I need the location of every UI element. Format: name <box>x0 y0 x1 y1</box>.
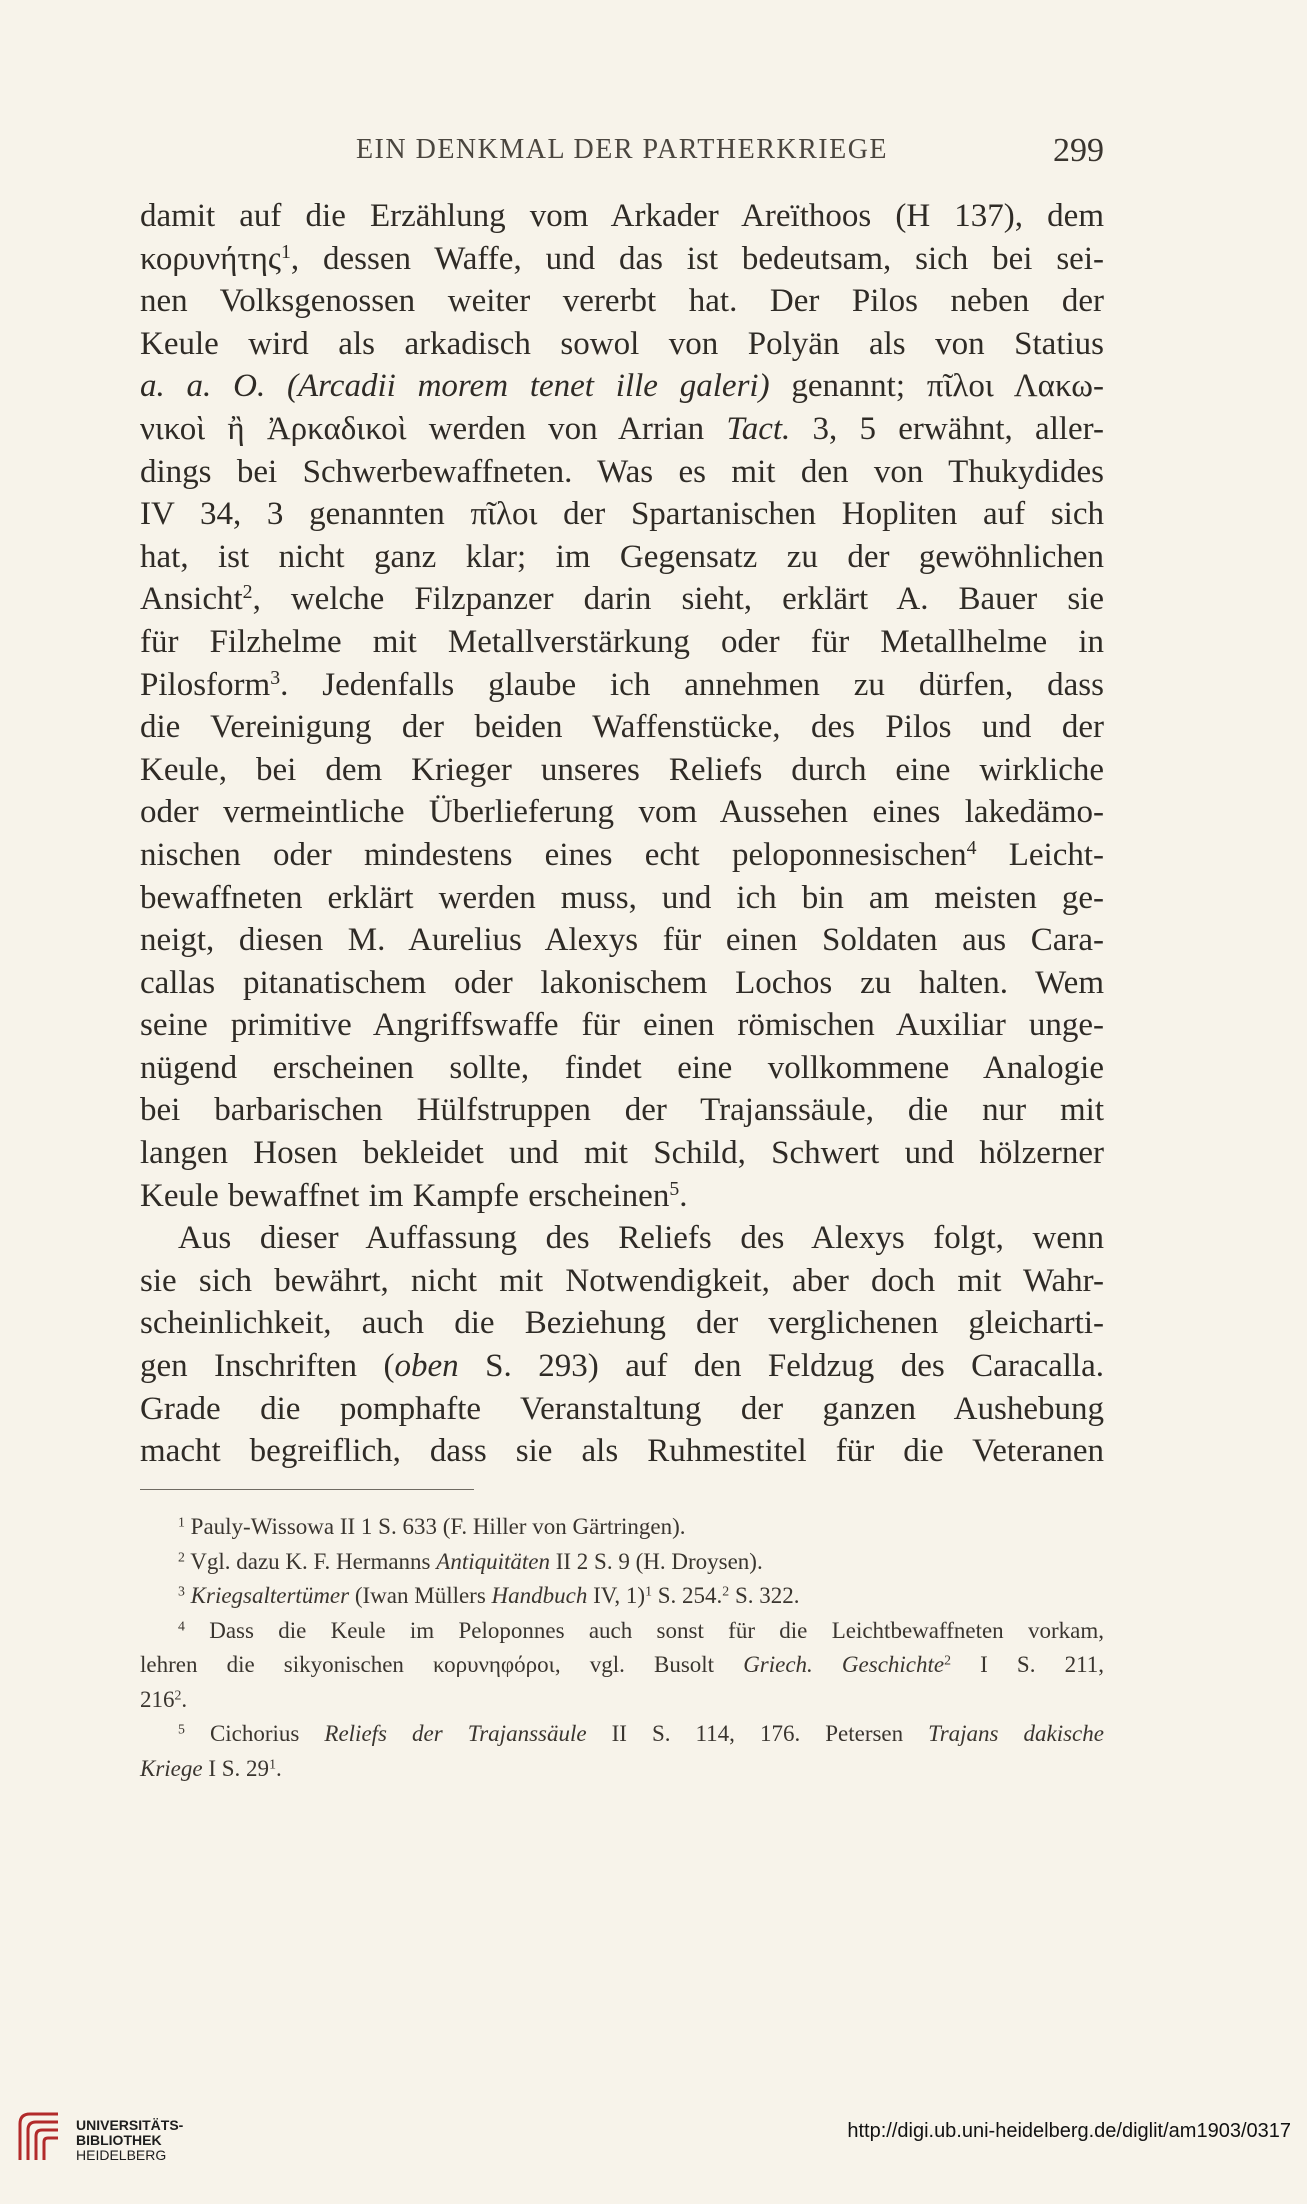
footnote-3: $^3$ Kriegsaltertümer (Iwan Müllers Handbuch IV, 1)$^1$ S. 254.$^2$ S. 322. <box>178 1583 800 1608</box>
footnote-2: $^2$ Vgl. dazu K. F. Hermanns Antiquitäten II 2 S. 9 (H. Droysen). <box>178 1548 763 1574</box>
text-line: νικοὶ ἢ Ἀρκαδικοὶ werden von Arrian Tact. 3, 5 erwähnt, aller- <box>140 410 1105 447</box>
footnotes <box>140 1510 1104 1786</box>
text-line: oder vermeintliche Überlieferung vom Aussehen eines lakedämo- <box>140 794 1104 831</box>
text-line: Keule bewaffnet im Kampfe erscheinen$^5$. <box>140 1177 688 1214</box>
page-number: 299 <box>1053 132 1104 169</box>
text-line: macht begreiflich, dass sie als Ruhmestitel für die Veteranen <box>140 1433 1104 1470</box>
footnote-5-end: Kriege I S. $29^1$. <box>140 1755 282 1781</box>
footnote-1: $^1$ Pauly-Wissowa II 1 S. 633 (F. Hiller von Gärtringen). <box>178 1514 686 1539</box>
page-header <box>140 134 1104 174</box>
text-line: nügend erscheinen sollte, findet eine vollkommene Analogie <box>140 1049 1104 1086</box>
footnote-4: $^4$ Dass die Keule im Peloponnes auch sonst für die Leichtbewaffneten vorkam, <box>178 1617 1104 1643</box>
text-line: nischen oder mindestens eines echt peloponnesischen$^4$ Leicht- <box>140 836 1104 873</box>
text-line: Aus dieser Auffassung des Reliefs des Alexys folgt, wenn <box>178 1220 1104 1257</box>
footnote-5: $^5$ Cichorius Reliefs der Trajanssäule II S. 114, 176. Petersen Trajans dakische <box>178 1721 1104 1746</box>
text-line: die Vereinigung der beiden Waffenstücke, des Pilos und der <box>140 709 1104 746</box>
text-line: Pilosform$^3$. Jedenfalls glaube ich annehmen zu dürfen, dass <box>140 666 1104 703</box>
text-line: bewaffneten erklärt werden muss, und ich bin am meisten ge- <box>140 879 1104 916</box>
running-title: EIN DENKMAL DER PARTHERKRIEGE <box>355 134 889 165</box>
text-line: a. a. O. (Arcadii morem tenet ille galeri) genannt; πῖλοι Λακω- <box>140 368 1105 405</box>
footnote-4-end: $216^2$. <box>140 1686 188 1712</box>
footnote-ref: 4 <box>966 837 977 860</box>
library-name: UNIVERSITÄTS- BIBLIOTHEK HEIDELBERG <box>76 2117 184 2163</box>
text-line: langen Hosen bekleidet und mit Schild, Schwert und hölzerner <box>140 1135 1104 1172</box>
footnote-divider <box>140 1489 474 1490</box>
footnote-ref: 1 <box>280 240 291 263</box>
footnote-4-cont: lehren die sikyonischen κορυνηφόροι, vgl. Busolt Griech. Geschichte$^2$ I S. 211, <box>140 1652 1104 1677</box>
text-line: für Filzhelme mit Metallverstärkung oder für Metallhelme in <box>140 623 1104 660</box>
footnote-ref: 2 <box>242 581 253 604</box>
text-line: sie sich bewährt, nicht mit Notwendigkeit, aber doch mit Wahr- <box>140 1262 1104 1299</box>
text-line: IV 34, 3 genannten πῖλοι der Spartanischen Hopliten auf sich <box>140 496 1104 533</box>
text-line: gen Inschriften (oben S. 293) auf den Feldzug des Caracalla. <box>140 1348 1104 1385</box>
text-line: neigt, diesen M. Aurelius Alexys für einen Soldaten aus Cara- <box>140 922 1104 959</box>
university-library-logo-icon <box>14 2108 66 2166</box>
text-line: damit auf die Erzählung vom Arkader Areïthoos (H 137), dem <box>140 198 1104 234</box>
text-line: seine primitive Angriffswaffe für einen römischen Auxiliar unge- <box>140 1007 1104 1044</box>
body-text <box>140 195 1104 1473</box>
source-url[interactable]: http://digi.ub.uni-heidelberg.de/diglit/am1903/0317 <box>847 2120 1291 2142</box>
text-line: κορυνήτης$^1$, dessen Waffe, und das ist bedeutsam, sich bei sei- <box>140 240 1104 277</box>
text-line: scheinlichkeit, auch die Beziehung der verglichenen gleicharti- <box>140 1305 1104 1342</box>
text-line: Grade die pomphafte Veranstaltung der ganzen Aushebung <box>140 1390 1104 1427</box>
text-line: Ansicht$^2$, welche Filzpanzer darin sieht, erklärt A. Bauer sie <box>140 581 1104 618</box>
text-line: hat, ist nicht ganz klar; im Gegensatz zu der gewöhnlichen <box>140 538 1104 575</box>
footnote-ref: 3 <box>270 666 281 689</box>
text-line: bei barbarischen Hülfstruppen der Trajanssäule, die nur mit <box>140 1092 1104 1129</box>
text-line: callas pitanatischem oder lakonischem Lochos zu halten. Wem <box>140 964 1104 1001</box>
footer <box>0 2100 1307 2204</box>
text-line: dings bei Schwerbewaffneten. Was es mit den von Thukydides <box>140 453 1104 490</box>
text-line: Keule wird als arkadisch sowol von Polyän als von Statius <box>140 325 1104 362</box>
footnote-ref: 5 <box>669 1177 680 1200</box>
text-line: nen Volksgenossen weiter vererbt hat. Der Pilos neben der <box>140 283 1104 320</box>
text-line: Keule, bei dem Krieger unseres Reliefs durch eine wirkliche <box>140 751 1104 788</box>
